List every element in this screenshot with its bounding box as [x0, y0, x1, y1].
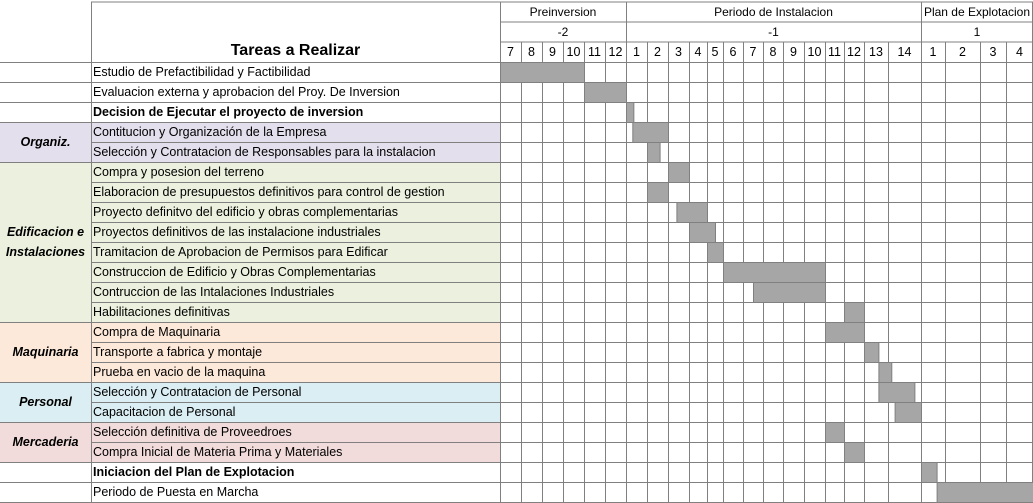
task-label: Selección y Contratacion de Responsables para la instalacion: [93, 145, 436, 159]
task-label: Periodo de Puesta en Marcha: [93, 485, 259, 499]
month-number: 2: [959, 45, 966, 59]
gantt-bar: [648, 183, 669, 203]
gantt-bar: [754, 283, 826, 303]
task-label: Habilitaciones definitivas: [93, 305, 230, 319]
phase-year: 1: [973, 25, 981, 39]
task-label: Estudio de Prefactibilidad y Factibilidad: [93, 65, 311, 79]
task-label: Contruccion de las Intalaciones Industriales: [93, 285, 335, 299]
page-title: Tareas a Realizar: [230, 42, 361, 59]
month-number: 3: [989, 45, 997, 59]
gantt-bar: [585, 83, 627, 103]
gantt-bar: [826, 423, 845, 443]
gantt-bar: [627, 103, 634, 123]
gantt-bar: [845, 443, 865, 463]
task-label: Tramitacion de Aprobacion de Permisos para Edificar: [93, 245, 388, 259]
phase-year: -1: [768, 25, 779, 39]
task-label: Evaluacion externa y aprobacion del Proy. De Inversion: [93, 85, 400, 99]
month-number: 6: [729, 45, 737, 59]
task-label: Iniciacion del Plan de Explotacion: [93, 465, 295, 479]
month-number: 3: [675, 45, 682, 59]
month-number: 12: [608, 45, 623, 59]
gantt-bar: [922, 463, 938, 483]
gantt-bar: [865, 343, 879, 363]
gantt-bar: [648, 143, 661, 163]
gantt-bar: [826, 323, 865, 343]
task-label: Compra de Maquinaria: [93, 325, 221, 339]
month-number: 14: [897, 45, 912, 59]
task-label: Proyectos definitivos de las instalacione industriales: [93, 225, 381, 239]
category-label: Edificacion e Instalaciones: [5, 225, 86, 259]
task-label: Construccion de Edificio y Obras Complementarias: [93, 265, 376, 279]
gantt-bar: [724, 263, 826, 283]
gantt-bar: [708, 243, 724, 263]
task-label: Proyecto definitvo del edificio y obras complementarias: [93, 205, 399, 219]
gantt-bar: [501, 63, 585, 83]
task-label: Transporte a fabrica y montaje: [93, 345, 263, 359]
month-number: 9: [549, 45, 556, 59]
task-label: Prueba en vacio de la maquina: [93, 365, 266, 379]
phase-name: Periodo de Instalacion: [714, 5, 833, 19]
month-number: 9: [790, 45, 797, 59]
month-number: 11: [588, 45, 601, 59]
month-number: 2: [654, 45, 661, 59]
task-label: Capacitacion de Personal: [93, 405, 236, 419]
month-number: 12: [847, 45, 861, 59]
month-number: 5: [711, 45, 719, 59]
gantt-bar: [669, 163, 690, 183]
category-label: Maquinaria: [12, 345, 79, 359]
category-label: Organiz.: [20, 135, 71, 149]
month-number: 7: [507, 45, 514, 59]
category-label: Mercaderia: [12, 435, 79, 449]
task-label: Decision de Ejecutar el proyecto de inversion: [93, 105, 364, 119]
gantt-bar: [937, 483, 1033, 503]
task-label: Elaboracion de presupuestos definitivos para control de gestion: [93, 185, 445, 199]
month-number: 1: [929, 45, 937, 59]
phase-name: Plan de Explotacion: [923, 5, 1031, 19]
gantt-bar: [879, 383, 915, 403]
month-number: 8: [528, 45, 535, 59]
month-number: 4: [1016, 45, 1023, 59]
month-number: 10: [807, 45, 822, 59]
phase-year: -2: [557, 25, 569, 39]
task-label: Contitucion y Organización de la Empresa: [93, 125, 327, 139]
task-label: Compra y posesion del terreno: [93, 165, 264, 179]
gantt-bar: [690, 223, 716, 243]
task-label: Selección y Contratacion de Personal: [93, 385, 302, 399]
category-label: Personal: [19, 395, 72, 409]
gantt-bar: [677, 203, 708, 223]
month-number: 8: [769, 45, 777, 59]
month-number: 1: [633, 45, 640, 59]
month-number: 7: [749, 45, 757, 59]
task-label: Compra Inicial de Materia Prima y Materiales: [93, 445, 343, 459]
phase-name: Preinversion: [529, 5, 597, 19]
month-number: 11: [828, 45, 841, 59]
gantt-bar: [845, 303, 865, 323]
month-number: 10: [566, 45, 581, 59]
month-number: 4: [694, 45, 702, 59]
gantt-bar: [633, 123, 669, 143]
gantt-bar: [879, 363, 892, 383]
task-label: Selección definitiva de Proveedroes: [93, 425, 292, 439]
gantt-bar: [895, 403, 921, 423]
month-number: 13: [869, 45, 883, 59]
